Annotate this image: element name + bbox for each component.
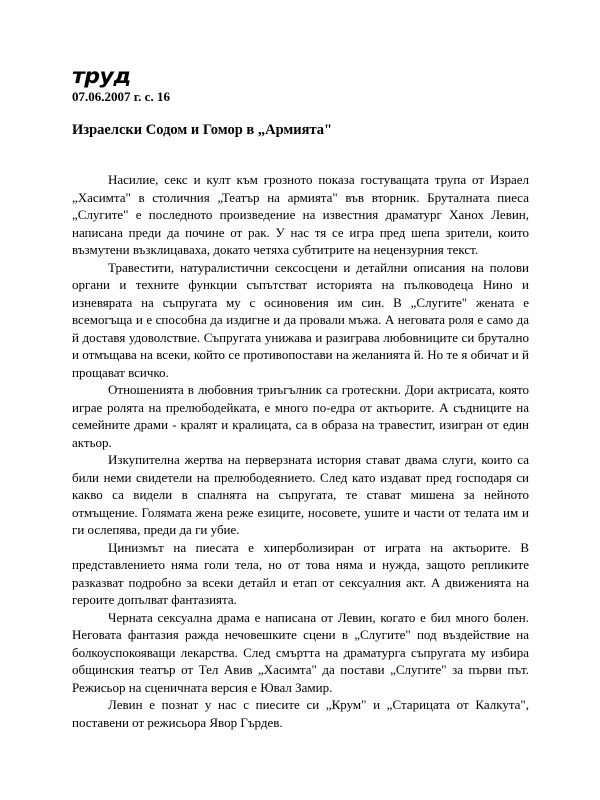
article-paragraph: Черната сексуална драма е написана от Левин, когато е бил много болен. Неговата фантазия ражда нечовешките сцени в „Слугите" под въздействие на болкоуспокояващи лекарства. След смъртта на драматурга съпругата му избира общинския театър от Тел Авив „Хасимта" да постави „Слугите" за първи път. Режисьор на сценичната версия е Ювал Замир. — [72, 609, 529, 695]
article-paragraph: Насилие, секс и култ към грозното показа гостуващата трупа от Израел „Хасимта" в столичния „Театър на армията" във вторник. Бруталната пиеса „Слугите" е последното произведение на известния драматург Ханох Левин, написана преди да почине от рак. У нас тя се игра пред шепа зрители, които възмутени възклицаваха, докато четяха субтитрите на нецензурния текст. — [72, 172, 529, 257]
article-body — [72, 171, 529, 731]
newspaper-logo: труд — [72, 64, 131, 88]
article-paragraph: Травестити, натуралистични сексосцени и детайлни описания на полови органи и техните функции съпътстват историята на пълководеца Нино и изневярата на съпругата му с осиновения им син. В „Слугите" жената е всемогъща и е способна да издигне и да провали мъжа. А неговата роля е само да й доставя удоволствие. Съпругата унижава и разиграва любовниците си брутално и отмъщава на всеки, който се противопостави на желанията й. Но те я обичат и й прощават всичко. — [72, 259, 529, 380]
article-title: Израелски Содом и Гомор в „Армията" — [72, 122, 333, 138]
article-paragraph: Изкупителна жертва на перверзната история стават двама слуги, които са били неми свидетели на прелюбодеянието. След като издават пред господаря си какво са видели в спалнята на съпругата, те стават мишена за нейното отмъщение. Голямата жена реже езиците, носовете, ушите и части от телата им и ги ослепява, преди да ги убие. — [72, 452, 529, 537]
article-paragraph: Левин е познат у нас с пиесите си „Крум" и „Старицата от Калкута", поставени от режисьора Явор Гърдев. — [72, 697, 529, 730]
article-paragraph: Отношенията в любовния триъгълник са гротескни. Дори актрисата, която играе ролята на прелюбодейката, е много по-едра от актьорите. А съдниците на семейните драми - кралят и кралицата, са в образа на травестит, изигран от един актьор. — [72, 382, 529, 450]
article-paragraph: Цинизмът на пиесата е хиперболизиран от играта на актьорите. В представлението няма голи тела, но от това няма и нужда, защото репликите разказват подробно за всеки детайл и етап от сексуалния акт. А движенията на героите допълват фантазията. — [72, 539, 529, 607]
publication-reference: 07.06.2007 г. с. 16 — [72, 89, 170, 104]
